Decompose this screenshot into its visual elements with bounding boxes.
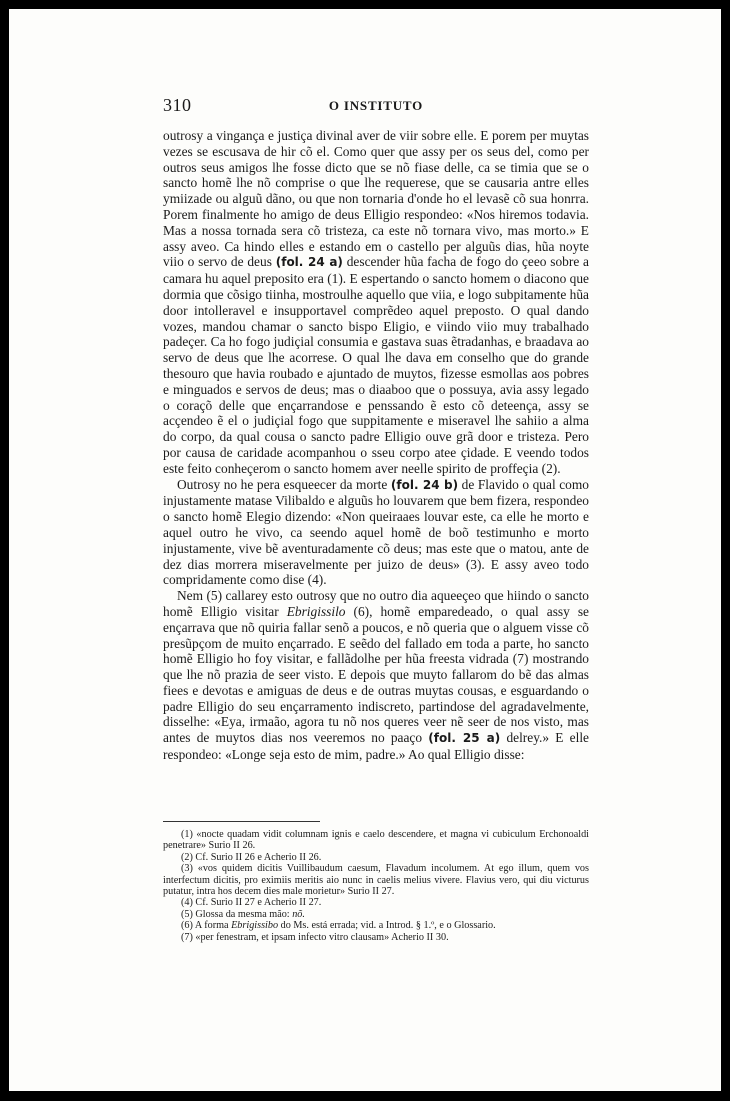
footnote-1 — [163, 829, 589, 852]
footnote-7: (7) «per fenestram, et ipsam infecto vitro clausam» Acherio II 30. — [181, 931, 449, 943]
folio-marker: (fol. 25 a) — [428, 731, 501, 746]
footnote-6-text-a: (6) A forma — [181, 920, 229, 932]
paragraph-2 — [163, 477, 589, 589]
footnote-5-gloss: nõ. — [292, 908, 305, 920]
paragraph-3 — [163, 588, 589, 763]
paragraph-3-text-a: Nem (5) callarey esto outrosy que no outro dia aqueeçeo que hiindo o sancto homẽ Elligio visitar — [163, 588, 589, 619]
footnote-1-ref: II 26. — [233, 840, 256, 852]
footnote-6-form: Ebrigissibo — [231, 920, 279, 932]
paragraph-2-text-b: de Flavido o qual como injustamente matase Vilibaldo e alguũs ho louvarem que bem fizera, respondeo o sancto homẽ Elegio dizendo: «Non queiraaes louvar este, ca elle he morto e aquel outro he vivo, ca seendo aquel homẽ de boõ testimunho e morto injustamente, vive bẽ aventuradamente cõ deus; mas este que o matou, ante de dez dias morrera miseravelmente per juizo de deus» (3). E assy aveo todo compridamente como dise (4). — [163, 476, 589, 588]
book-page — [9, 9, 721, 1091]
footnote-4: (4) Cf. Surio II 27 e Acherio II 27. — [181, 897, 322, 909]
footnote-2: (2) Cf. Surio II 26 e Acherio II 26. — [181, 851, 322, 863]
paragraph-1 — [163, 128, 589, 477]
folio-marker: (fol. 24 a) — [275, 255, 343, 270]
running-title: O INSTITUTO — [328, 98, 424, 113]
footnote-1-text: (1) «nocte quadam vidit columnam ignis e caelo descendere, et magna vi cubiculum Erchonoaldi penetrare» Surio — [163, 829, 589, 852]
paragraph-3-text-c: delrey.» E elle respondeo: «Longe seja esto de mim, padre.» Ao qual Elligio disse: — [163, 730, 589, 763]
footnote-5 — [163, 909, 589, 920]
paragraph-3-text-b: (6), homẽ emparedeado, o qual assy se ençarrava que nõ quiria fallar senõ a poucos, e nõ queria que o alguem visse cõ presũpçom de muito ençarrado. E seẽdo del fallado em toda a parte, ho sancto homẽ Elligio ho foy visitar, e fallãdolhe per hũa freesta vidrada (7) mostrando que lhe nõ prazia de seer visto. E depois que muyto fallarom do bẽ das almas fiees e devotas e amiguas de deus e de outras muytas cousas, e esguardando o padre Elligio do seu ençarramento indiscreto, partindose del agradavelmente, disselhe: «Eya, irmaão, agora tu nõ nos queres veer nẽ seer de nos visto, mas antes de muytos dias nos veeremos no paaço — [163, 603, 589, 746]
footnote-6 — [163, 920, 589, 931]
page-header — [163, 95, 589, 117]
paragraph-1-text-a: outrosy a vingança e justiça divinal aver de viir sobre elle. E porem per muytas vezes se escusava de hir cõ el. Como quer que assy per os seus del, como per outros seus amigos lhe fosse dicto que se nõ fiase delle, ca se timia que se o sancto homẽ lhe nõ comprise o que lhe requerese, que se causaria antre elles ymiizade ou alguũ dãno, ou que non tornaria d'onde ho el levasẽ cõ sua honrra. Porem finalmente ho amigo de deus Elligio respondeo: «Nos hiremos todavia. Mas a nossa tornada sera cõ tristeza, ca este nõ tornara vivo, mas morto.» E assy aveo. Ca hindo elles e estando em o castello per alguũs dias, hũa noyte viio o servo de deus — [163, 128, 589, 270]
italic-name: Ebrigissilo — [286, 603, 346, 619]
footnote-divider — [163, 821, 320, 822]
footnote-5-text: (5) Glossa da mesma mão: — [181, 908, 290, 920]
footnotes — [163, 829, 589, 943]
footnote-3: (3) «vos quidem dicitis Vuillibaudum caesum, Flavadum incolumem. At ego illum, quem vos interfectum dicitis, pro eximiis meritis aio nunc in caelis melius vivere. Flavius vero, qui diu victurus putatur, intra hos decem dies male morietur» Surio II 27. — [163, 863, 589, 898]
folio-marker: (fol. 24 b) — [390, 477, 459, 492]
paragraph-1-text-b: descender hũa facha de fogo do çeeo sobre a camara hu aquel preposito era (1). E espertando o sancto homem o diacono que dormia que cõsigo tiinha, mostroulhe aquello que viia, e logo subpitamente hũa door intolleravel e insupportavel comprẽdeo aquel preposto. O qual dando vozes, mandou chamar o sancto bispo Eligio, e viindo viio muy trabalhado padeçer. Ca ho fogo judiçial consumia e gastava suas ẽtradanhas, e braadava ao servo de deus que lhe acorrese. O qual lhe dava em conselho que do grande thesouro que havia roubado e ajuntado de muytos, fizesse esmollas aos pobres e minguados e servos de deus; mas o diaaboo que o possuya, avia assy legado o coraçõ delle que ençarrandose e penssando ẽ esto cõ deteença, assy se acçendeo ẽ el o judiçial fogo que suppitamente e miseravel lhe sahiio a alma do corpo, da qual cousa o sancto padre Elligio ouve grã door e tristeza. Pero por causa de caridade acompanhou o sseu corpo atee çidade. E veendo todos este feito conheçerom o sancto homem aver neelle spirito de proffeçia (2). — [163, 254, 590, 476]
footnote-6-text-b: do Ms. está errada; vid. a Introd. § 1.º, e o Glossario. — [280, 920, 496, 932]
paragraph-2-text-a: Outrosy no he pera esqueecer da morte — [177, 476, 388, 492]
main-text — [163, 128, 589, 763]
page-number: 310 — [163, 95, 192, 115]
